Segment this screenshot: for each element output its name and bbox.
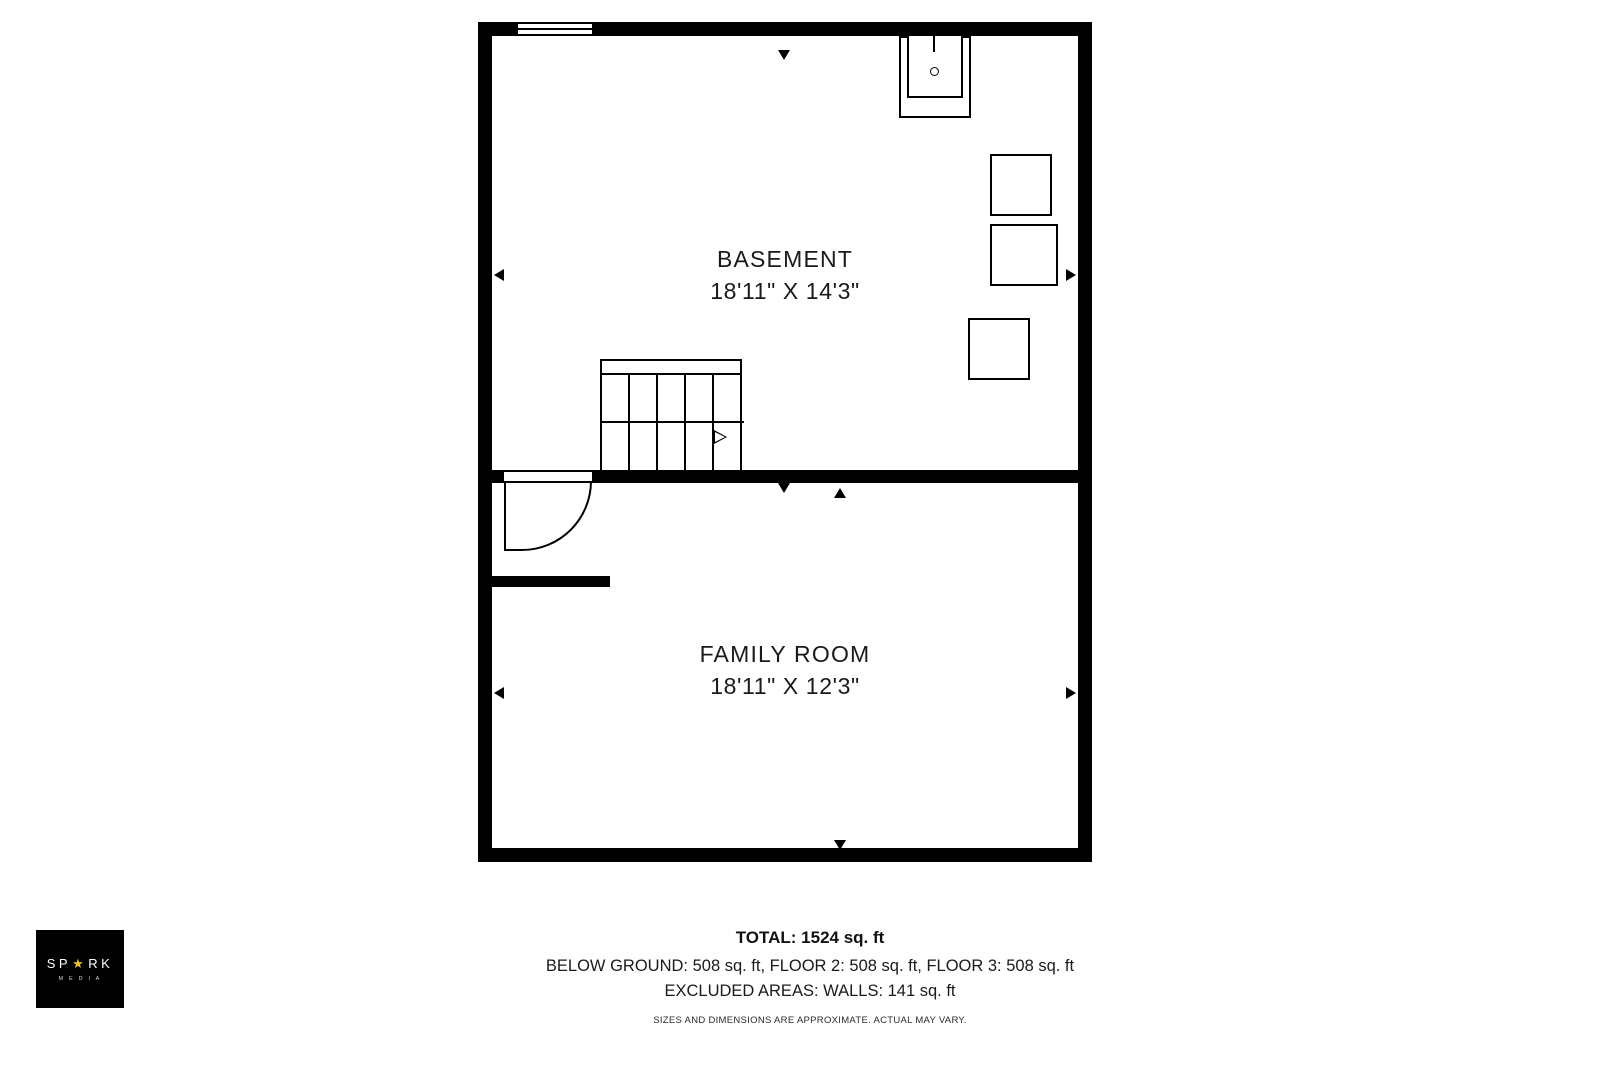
dimension-arrow-family-right [1066,687,1076,699]
dimension-arrow-family-left [494,687,504,699]
excluded-areas-text: EXCLUDED AREAS: WALLS: 141 sq. ft [664,981,956,1000]
dimension-arrow-family-top [834,488,846,498]
stairs-landing [600,359,742,375]
star-icon: ★ [72,956,88,971]
room-dimensions-family-room: 18'11" X 12'3" [710,672,860,699]
logo-wordmark [47,956,114,971]
wall-left [478,22,492,862]
wall-right [1078,22,1092,862]
utility-sink-spout [933,36,935,52]
brand-logo [36,930,124,1008]
dimension-arrow-basement-bottom [778,483,790,493]
logo-subtitle: M E D I A [58,976,102,982]
appliance-icon-b [990,224,1058,286]
door-swing-arc-icon [504,481,592,551]
area-summary [0,928,1620,1026]
stairs-icon [600,359,742,470]
area-breakdown-text: BELOW GROUND: 508 sq. ft, FLOOR 2: 508 sq. ft, FLOOR 3: 508 sq. ft [545,957,1075,975]
wall-bottom [478,848,1092,862]
room-label-basement [585,244,985,307]
appliance-icon-a [990,154,1052,216]
room-label-family-room [585,639,985,702]
floor-plan [478,22,1092,862]
room-dimensions-basement: 18'11" X 14'3" [710,277,860,304]
total-area-text: TOTAL: 1524 sq. ft [735,928,885,947]
logo-word-left: SP [46,956,72,971]
wall-interior-stub [492,576,610,587]
appliance-icon-c [968,318,1030,380]
dimension-arrow-basement-top [778,50,790,60]
stair-landing-line [602,421,744,423]
utility-sink-drain [930,67,939,76]
dimension-arrow-family-bottom [834,840,846,850]
room-name-family-room: FAMILY ROOM [699,641,871,667]
window-icon [518,22,592,36]
stairs-direction-arrow-inner [715,432,725,442]
room-name-basement: BASEMENT [716,246,854,272]
dimension-arrow-basement-right [1066,269,1076,281]
dimension-arrow-basement-left [494,269,504,281]
logo-word-right: RK [88,956,114,971]
disclaimer-text: SIZES AND DIMENSIONS ARE APPROXIMATE. ACTUAL MAY VARY. [653,1014,967,1026]
